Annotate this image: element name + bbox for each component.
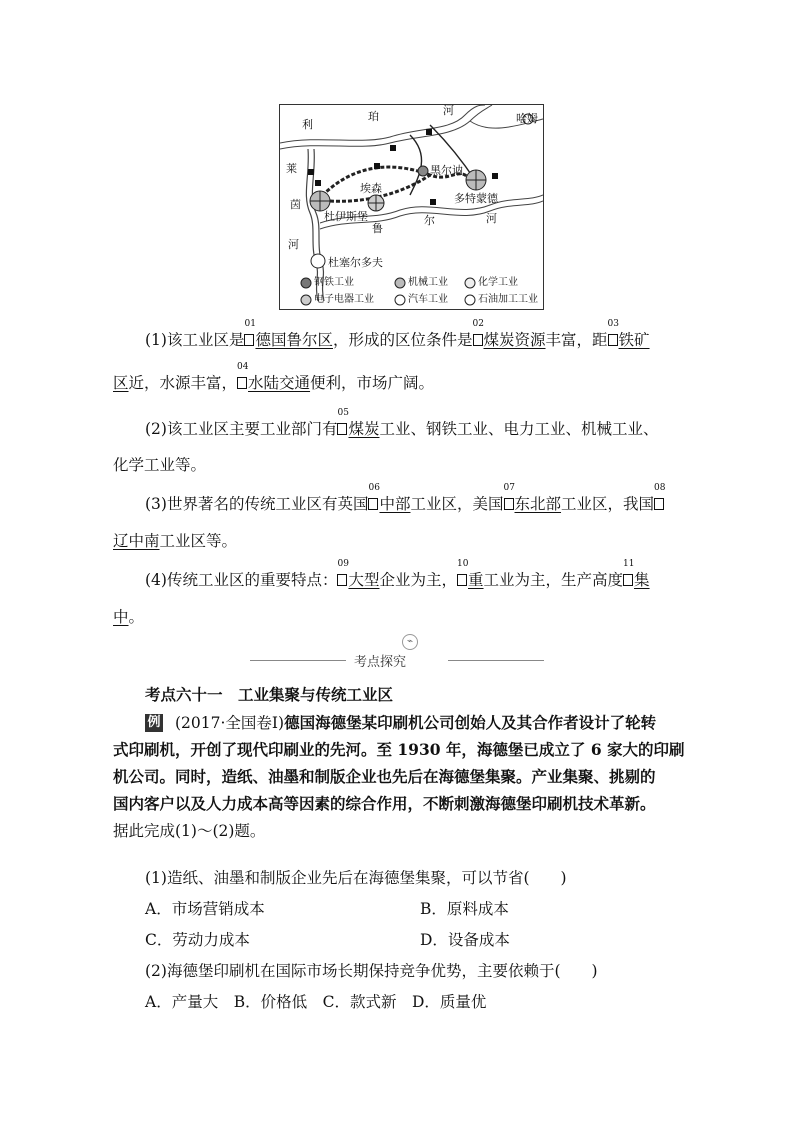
map-label: 珀 [368, 110, 379, 123]
map-label: 河 [288, 238, 299, 251]
map-label: 茵 [290, 198, 301, 211]
q3-line1: (3)世界著名的传统工业区有英国 06 中部工业区，美国 07 东北部工业区，我国 08 [145, 483, 666, 513]
map-label: 利 [302, 118, 313, 131]
answer-blank[interactable]: 04 水陆交通 [237, 362, 311, 392]
question2-stem: (2)海德堡印刷机在国际市场长期保持竞争优势，主要依赖于( ) [145, 962, 598, 980]
divider-right [448, 660, 544, 661]
machinery-icon [395, 278, 405, 288]
q4-line2: 中。 [113, 608, 145, 626]
q1-line2: 区近，水源丰富， 04 水陆交通便利，市场广阔。 [113, 362, 435, 392]
answer-blank[interactable]: 06 中部 [368, 483, 411, 513]
example-icon: 例 [145, 714, 163, 732]
ruhr-map [279, 104, 544, 310]
petroleum-icon [465, 295, 475, 305]
q1-line1: (1)该工业区是 01 德国鲁尔区，形成的区位条件是 02 煤炭资源丰富，距 03 铁矿 [145, 319, 650, 349]
example-line4: 国内客户以及人力成本高等因素的综合作用，不断刺激海德堡印刷机技术革新。 [113, 794, 656, 813]
question1-stem: (1)造纸、油墨和制版企业先后在海德堡集聚，可以节省( ) [145, 869, 567, 887]
map-label: 河 [486, 212, 497, 225]
example-line5: 据此完成(1)～(2)题。 [113, 822, 266, 840]
answer-blank[interactable]: 09 大型 [337, 559, 380, 589]
legend-label: 石油加工工业 [478, 294, 538, 305]
answer-blank[interactable]: 11 集 [623, 559, 650, 589]
option-b[interactable]: B．原料成本 [420, 900, 509, 918]
map-label: 多特蒙德 [454, 192, 498, 205]
automobile-icon [395, 295, 405, 305]
map-label: 黑尔讷 [430, 164, 463, 177]
answer-blank[interactable]: 07 东北部 [503, 483, 562, 513]
example-line3: 机公司。同时，造纸、油墨和制版企业也先后在海德堡集聚。产业集聚、挑剔的 [113, 767, 656, 786]
option-c[interactable]: C．劳动力成本 [145, 931, 250, 949]
map-label: 杜伊斯堡 [324, 210, 368, 223]
legend-label: 电子电器工业 [314, 294, 374, 305]
divider-left [250, 660, 346, 661]
answer-blank[interactable]: 01 德国鲁尔区 [244, 319, 333, 349]
answer-blank[interactable]: 05 煤炭 [337, 408, 380, 438]
answer-blank[interactable]: 08 [654, 493, 665, 515]
legend-label: 钢铁工业 [314, 277, 354, 288]
answer-blank[interactable]: 02 煤炭资源 [472, 319, 546, 349]
question2-options[interactable]: A．产量大 B．价格低 C．款式新 D．质量优 [145, 993, 487, 1011]
section-icon: ⌁ [402, 634, 418, 650]
electronics-icon [301, 295, 311, 305]
map-label: 尔 [424, 214, 435, 227]
map-label: 埃森 [360, 182, 382, 195]
section-title: 考点探究 [354, 655, 407, 670]
example-line1: (2017·全国卷Ⅰ)德国海德堡某印刷机公司创始人及其合作者设计了轮转 [175, 713, 657, 732]
q2-line2: 化学工业等。 [113, 456, 207, 474]
q4-line1: (4)传统工业区的重要特点： 09 大型企业为主， 10 重工业为主，生产高度 11 集 [145, 559, 650, 589]
legend-label: 机械工业 [408, 277, 448, 288]
map-label: 莱 [286, 162, 297, 175]
map-label: 杜塞尔多夫 [328, 256, 383, 269]
chemical-icon [465, 278, 475, 288]
map-label: 鲁 [372, 222, 383, 235]
legend-label: 汽车工业 [408, 294, 448, 305]
example-line2: 式印刷机，开创了现代印刷业的先河。至 1930 年，海德堡已成立了 6 家大的印刷 [113, 740, 685, 759]
legend-label: 化学工业 [478, 277, 518, 288]
map-label: 河 [443, 104, 454, 117]
answer-blank[interactable]: 10 重 [457, 559, 484, 589]
option-a[interactable]: A．市场营销成本 [145, 900, 265, 918]
topic-heading: 考点六十一 工业集聚与传统工业区 [145, 685, 394, 704]
map-label: 哈姆 [516, 112, 538, 125]
option-d[interactable]: D．设备成本 [420, 931, 510, 949]
q2-line1: (2)该工业区主要工业部门有 05 煤炭工业、钢铁工业、电力工业、机械工业、 [145, 408, 659, 438]
steel-icon [301, 278, 311, 288]
answer-blank[interactable]: 03 铁矿 [607, 319, 650, 349]
q3-line2: 辽中南工业区等。 [113, 532, 238, 550]
